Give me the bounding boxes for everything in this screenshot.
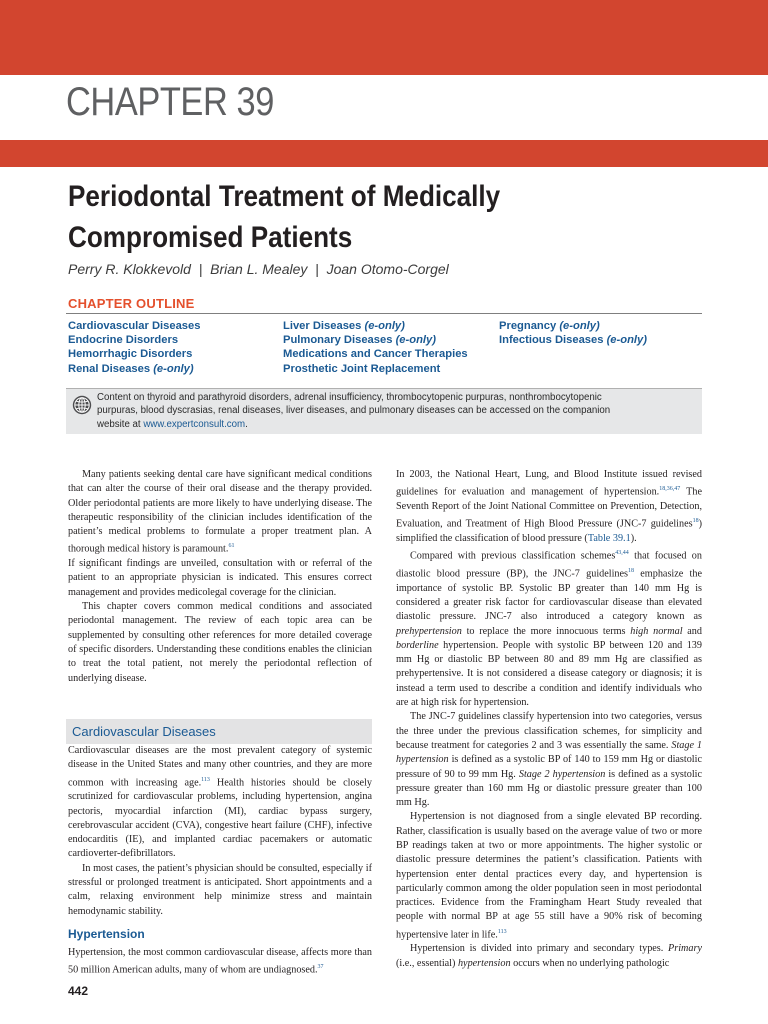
chapter-title: [68, 176, 625, 258]
subheading-hypertension: Hypertension: [68, 927, 145, 941]
outline-column-3: [499, 319, 647, 347]
chapter-label: CHAPTER 39: [66, 80, 274, 124]
outline-link-medications[interactable]: Medications and Cancer Therapies: [283, 348, 468, 361]
right-paragraph-4: Hypertension is not diagnosed from a single elevated BP recording. Rather, classification is usually based on the average value of two or more BP readings taken at two or more appointments. The higher systolic or diastolic pressure determines the patient’s classification. Patients with hypertension enter dental practices every day, and hypertension is particularly common among the older population seen in most periodontal practices. Evidence from the Framingham Heart Study revealed that people with normal BP at age 55 still have a 90% risk of becoming hypertensive later in life.$^{113}$: [396, 811, 702, 941]
outline-link-hemorrhagic[interactable]: Hemorrhagic Disorders: [68, 348, 193, 361]
outline-link-cardiovascular[interactable]: Cardiovascular Diseases: [68, 320, 201, 332]
expertconsult-link[interactable]: www.expertconsult.com: [143, 418, 246, 430]
outline-link-endocrine[interactable]: Endocrine Disorders: [68, 334, 179, 347]
intro-paragraph-1b: If significant findings are unveiled, consultation with or referral of the patient to an appropriate physician is indicated. This ensures correct management and provides medicolegal coverage for the clinician.: [68, 558, 372, 598]
outline-divider: [66, 313, 702, 314]
outline-link-pregnancy[interactable]: Pregnancy (e-only): [499, 320, 600, 332]
outline-column-2: [283, 319, 468, 376]
table-39-1-link[interactable]: Table 39.1: [587, 532, 631, 544]
header-band-top: [0, 0, 768, 75]
outline-link-infectious[interactable]: Infectious Diseases (e-only): [499, 334, 647, 347]
right-paragraph-2: Compared with previous classification schemes$^{43,44}$ that focused on diastolic blood pressure (BP), the JNC-7 guidelines$^{18}$ emphasize the importance of systolic BP. Systolic BP greater than 140 mm Hg is considered a greater risk factor for cardiovascular disease than elevated diastolic pressure. JNC-7 also introduced a category known as prehypertension to replace the more innocuous terms high normal and borderline hypertension. People with systolic BP between 120 and 139 mm Hg or diastolic BP between 80 and 89 mm Hg are classified as prehypertensive. It is not considered a disease category or diagnosis; it is instead a term used to describe a condition and identify individuals who are at high risk for hypertension.: [396, 550, 702, 709]
chapter-outline-heading: CHAPTER OUTLINE: [68, 296, 195, 311]
globe-icon: [72, 395, 92, 415]
authors: Perry R. Klokkevold | Brian L. Mealey | Joan Otomo-Corgel: [68, 261, 449, 277]
page-number: 442: [68, 984, 89, 998]
outline-link-pulmonary[interactable]: Pulmonary Diseases (e-only): [283, 334, 436, 347]
outline-link-renal[interactable]: Renal Diseases (e-only): [68, 362, 194, 375]
intro-text: [68, 468, 372, 686]
intro-paragraph-2: This chapter covers common medical conditions and associated periodontal management. The review of each topic area can be supplemented by consulting other references for more detailed coverage of specific disorders. Understanding these conditions enables the clinician to treat the total patient, not merely the periodontal reflection of underlying disease.: [68, 601, 372, 684]
cardio-paragraph-2: In most cases, the patient’s physician should be consulted, especially if stressful or prolonged treatment is anticipated. Short appointments and a calm, relaxing environment help minimize stress and maintain hemodynamic stability.: [68, 862, 372, 917]
right-column-text: [396, 468, 702, 971]
outline-column-1: [68, 319, 200, 376]
econtent-note: Content on thyroid and parathyroid disorders, adrenal insufficiency, thrombocytopenic purpuras, nonthrombocytopenic purpuras, blood dyscrasias, renal diseases, liver diseases, and pulmonary diseases can be accessed on the companion website at www.expertconsult.com.: [97, 392, 611, 430]
outline-link-prosthetic-joint[interactable]: Prosthetic Joint Replacement: [283, 362, 441, 375]
outline-link-liver[interactable]: Liver Diseases (e-only): [283, 320, 405, 332]
cardiovascular-text: [68, 744, 372, 919]
right-paragraph-3: The JNC-7 guidelines classify hypertension into two categories, versus the three under the previous classification schemes, for simplicity and because treatment for categories 2 and 3 was essentially the same. Stage 1 hypertension is defined as a systolic BP of 140 to 159 mm Hg or diastolic pressure of 90 to 99 mm Hg. Stage 2 hypertension is defined as a systolic pressure greater than 160 mm Hg or diastolic pressure greater than 100 mm Hg.: [396, 711, 702, 809]
section-heading-cardiovascular: Cardiovascular Diseases: [72, 724, 216, 739]
chapter-number: 39: [236, 80, 274, 124]
right-paragraph-5: Hypertension is divided into primary and secondary types. Primary (i.e., essential) hypertension occurs when no underlying pathologic: [396, 943, 702, 969]
hypertension-text: [68, 946, 372, 978]
right-paragraph-1: In 2003, the National Heart, Lung, and Blood Institute issued revised guidelines for evaluation and management of hypertension.$^{18,36,47}$ The Seventh Report of the Joint National Committee on Prevention, Detection, Evaluation, and Treatment of High Blood Pressure (JNC-7 guidelines$^{18}$) simplified the classification of blood pressure (Table 39.1).: [396, 469, 702, 544]
cardio-paragraph-1: Cardiovascular diseases are the most prevalent category of systemic disease in the United States and many other countries, and they are more common with increasing age.$^{113}$ Health histories should be closely scrutinized for cardiovascular problems, including hypertension, angina pectoris, myocardial infarction (MI), cardiac bypass surgery, cerebrovascular accident (CVA), congestive heart failure (CHF), infective endocarditis (IE), and implanted cardiac pacemakers or automatic cardioverter-defibrillators.: [68, 745, 372, 860]
title-line-2: Compromised Patients: [68, 221, 353, 254]
intro-paragraph-1: Many patients seeking dental care have significant medical conditions that can alter the course of their oral disease and the therapy provided. Older periodontal patients are more likely to have underlying disease. The therapeutic responsibility of the clinician includes identification of the patient’s medical problems to formulate a proper treatment plan. A thorough medical history is paramount.$^{61}$: [68, 469, 372, 555]
title-line-1: Periodontal Treatment of Medically: [68, 180, 501, 213]
hypertension-paragraph-1: Hypertension, the most common cardiovascular disease, affects more than 50 million American adults, many of whom are undiagnosed.$^{37}$: [68, 947, 372, 976]
header-band-bottom: [0, 140, 768, 167]
